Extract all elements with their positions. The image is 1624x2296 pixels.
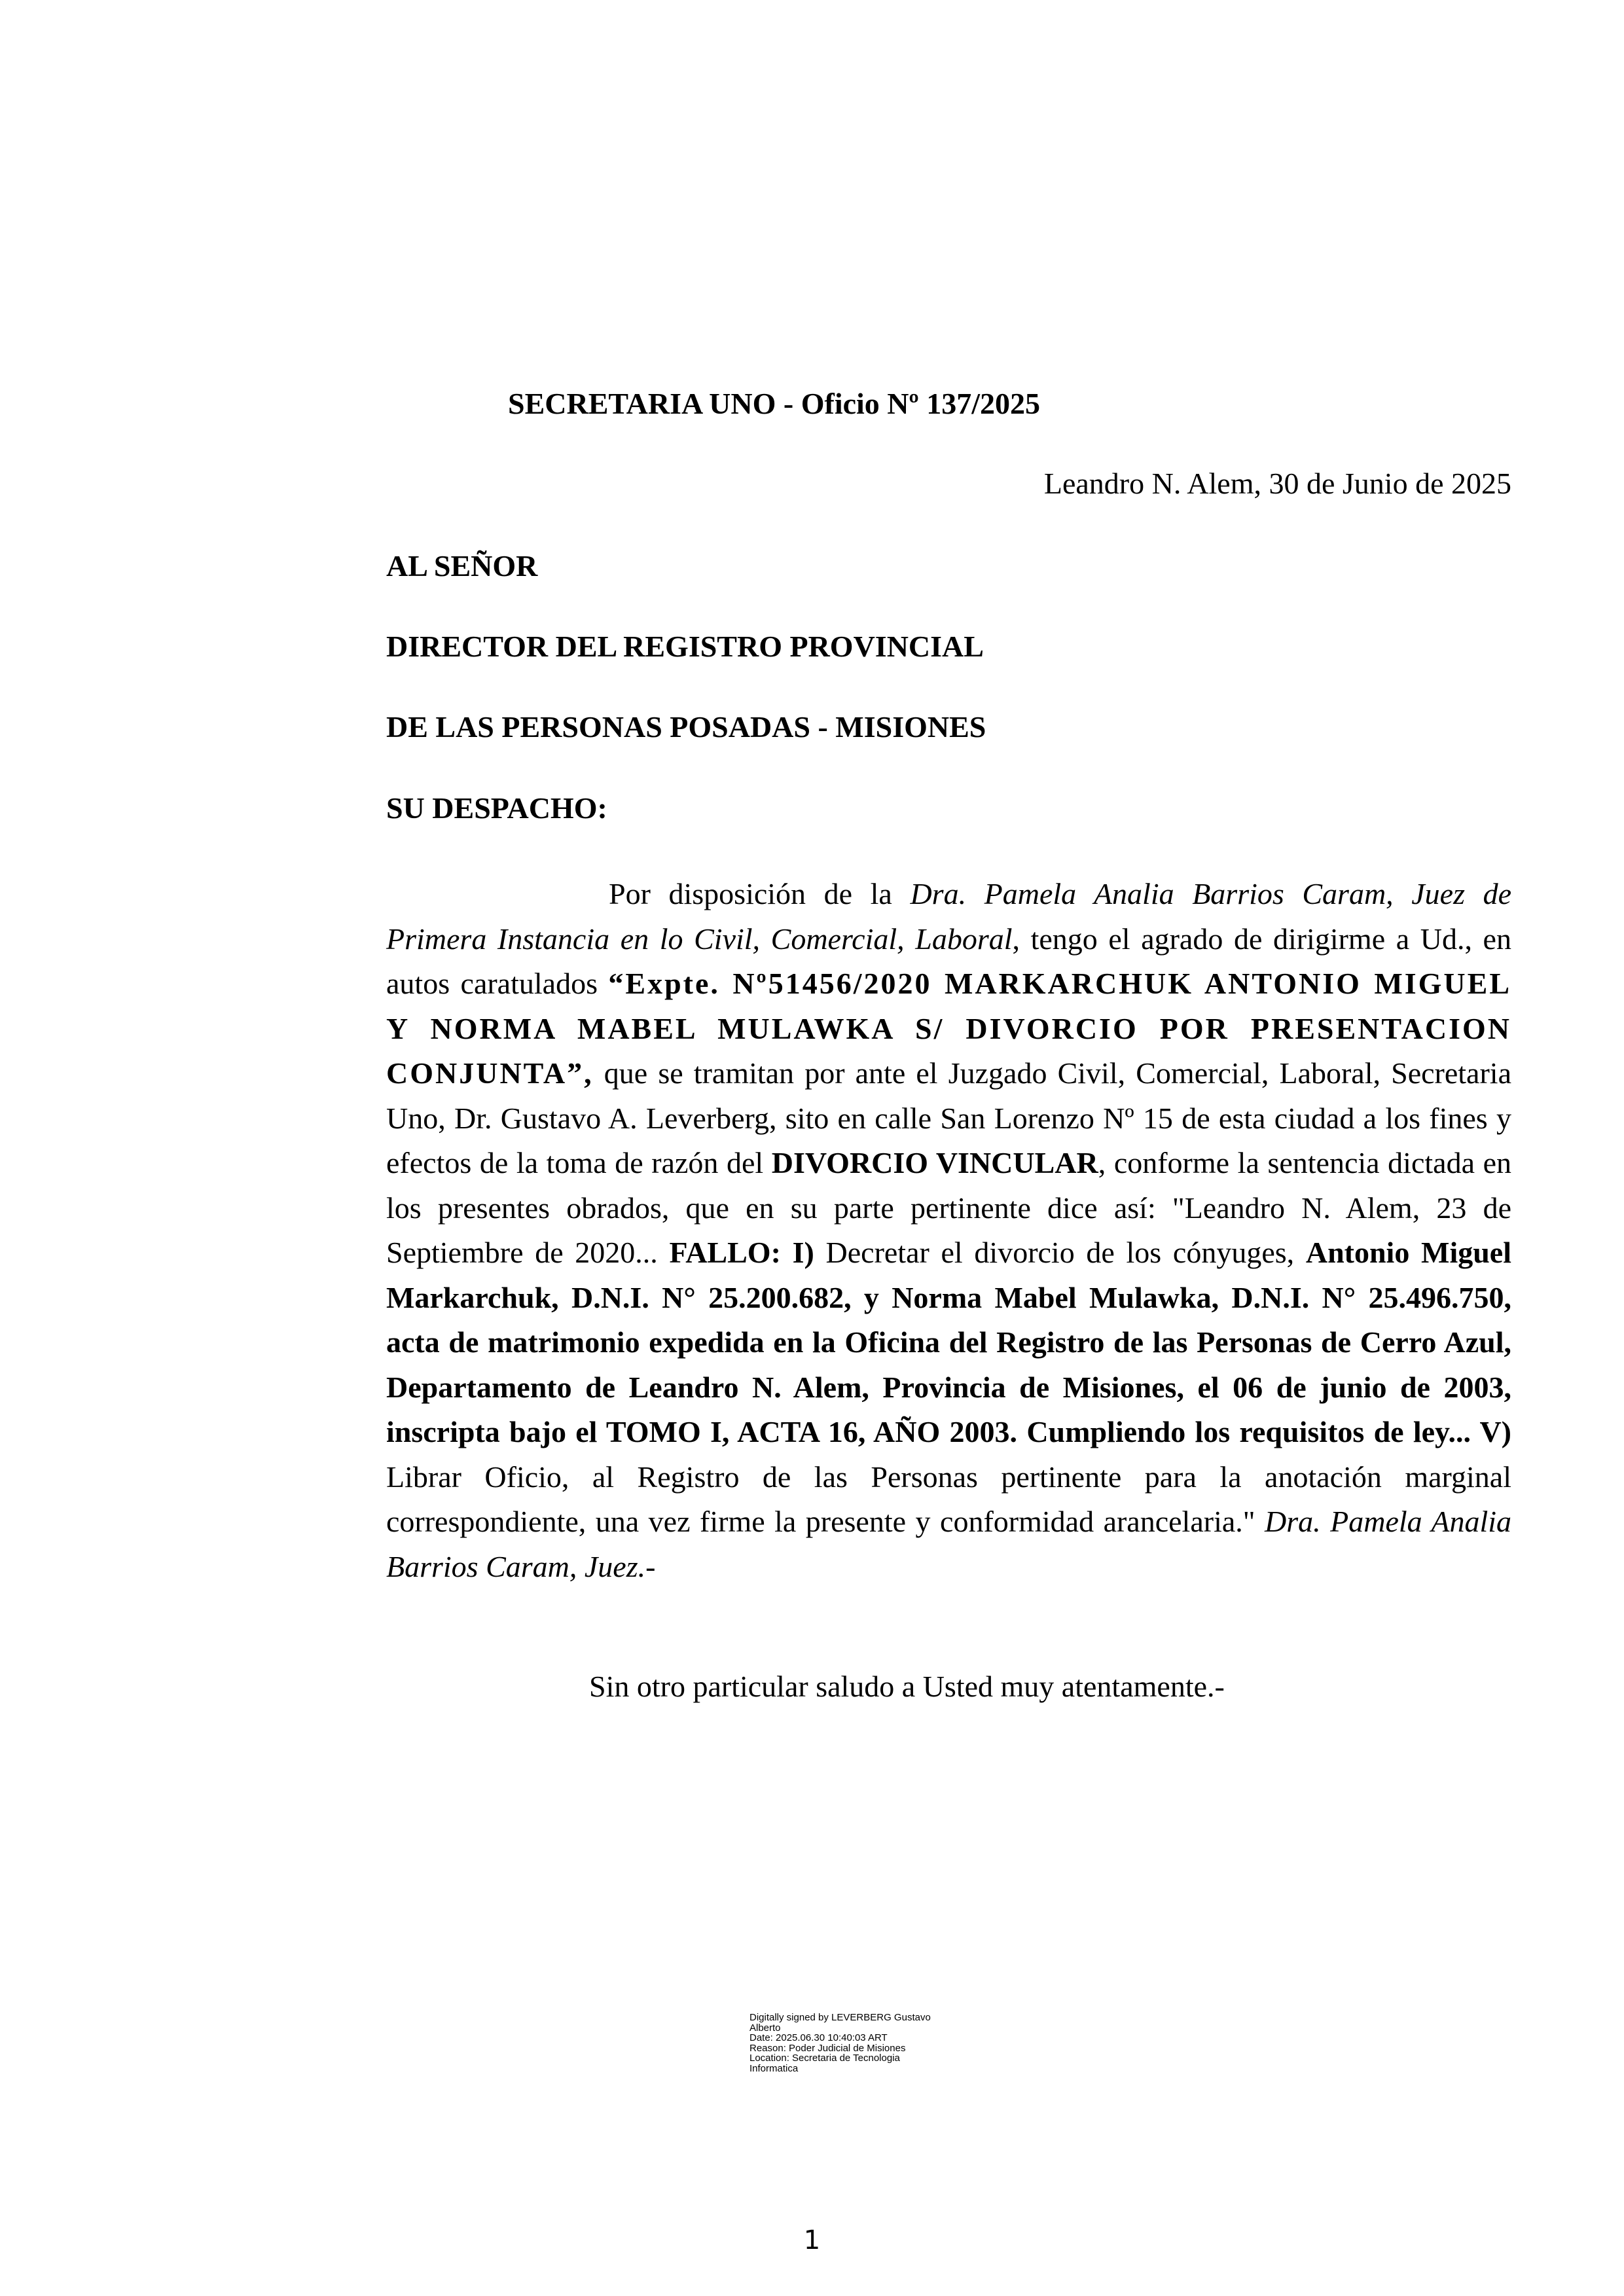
signature-line-1: Digitally signed by LEVERBERG Gustavo — [749, 2012, 931, 2023]
document-title-text: SECRETARIA UNO - Oficio Nº 137/2025 — [508, 387, 1040, 420]
body-s13: - — [645, 1549, 656, 1583]
page-number: 1 — [803, 2225, 821, 2255]
place-date: Leandro N. Alem, 30 de Junio de 2025 — [1043, 467, 1511, 500]
body-s5: que se tramitan por ante el Juzgado Civil, Comercial, Laboral, Secretaria Uno, Dr. Gustavo A. Leverberg, sito en calle San Lorenzo Nº 15 de esta ciudad a los fines y efectos de la toma de razón del — [386, 1056, 1511, 1179]
signature-line-2: Alberto — [749, 2022, 781, 2034]
body-paragraph-text — [386, 872, 1511, 1589]
body-s3: , tengo el agrado de dirigirme a Ud., en autos caratulados — [386, 922, 1511, 1000]
closing-line: Sin otro particular saludo a Usted muy atentamente.- — [589, 1670, 1225, 1703]
judge-signature-text: Dra. Pamela Analia Barrios Caram, Juez. — [386, 1505, 1512, 1583]
body-s1: Por disposición de la — [609, 877, 911, 910]
signature-line-5: Location: Secretaria de Tecnologia — [749, 2053, 900, 2064]
signature-line-3: Date: 2025.06.30 10:40:03 ART — [749, 2032, 888, 2043]
body-s9: Decretar el divorcio de los cónyuges, — [814, 1236, 1306, 1269]
ruling-details: Antonio Miguel Markarchuk, D.N.I. N° 25.200.682, y Norma Mabel Mulawka, D.N.I. N° 25.496.750, acta de matrimonio expedida en la Oficina del Registro de las Personas de Cerro Azul, Departamento de Leandro N. Alem, Provincia de Misiones, el 06 de junio de 2003, inscripta bajo el TOMO I, ACTA 16, AÑO 2003. Cumpliendo los requisitos de ley... V) — [386, 1236, 1512, 1448]
fallo-label: FALLO: I) — [669, 1236, 814, 1269]
signature-line-6: Informatica — [749, 2062, 799, 2074]
addressee-line-1: AL SEÑOR — [386, 549, 538, 583]
judge-reference: Dra. Pamela Analia Barrios Caram, Juez de Primera Instancia en lo Civil, Comercial, Laboral — [386, 877, 1511, 956]
body-paragraph — [386, 872, 1511, 1589]
digital-signature-block — [749, 2013, 972, 2073]
addressee-line-2: DIRECTOR DEL REGISTRO PROVINCIAL — [386, 630, 984, 663]
body-s11: Librar Oficio, al Registro de las Personas pertinente para la anotación marginal correspondiente, una vez firme la presente y conformidad arancelaria." — [386, 1460, 1511, 1538]
addressee-line-4: SU DESPACHO: — [386, 791, 607, 825]
signature-line-4: Reason: Poder Judicial de Misiones — [749, 2042, 906, 2054]
case-caption: “Expte. Nº51456/2020 MARKARCHUK ANTONIO MIGUEL Y NORMA MABEL MULAWKA S/ DIVORCIO POR PRESENTACION CONJUNTA”, — [386, 967, 1511, 1090]
document-title — [0, 386, 1624, 421]
body-s7: , conforme la sentencia dictada en los presentes obrados, que en su parte pertinente dice así: "Leandro N. Alem, 23 de Septiembre de 2020... — [386, 1146, 1511, 1269]
addressee-line-3: DE LAS PERSONAS POSADAS - MISIONES — [386, 710, 986, 744]
divorce-vincular: DIVORCIO VINCULAR — [771, 1146, 1098, 1179]
